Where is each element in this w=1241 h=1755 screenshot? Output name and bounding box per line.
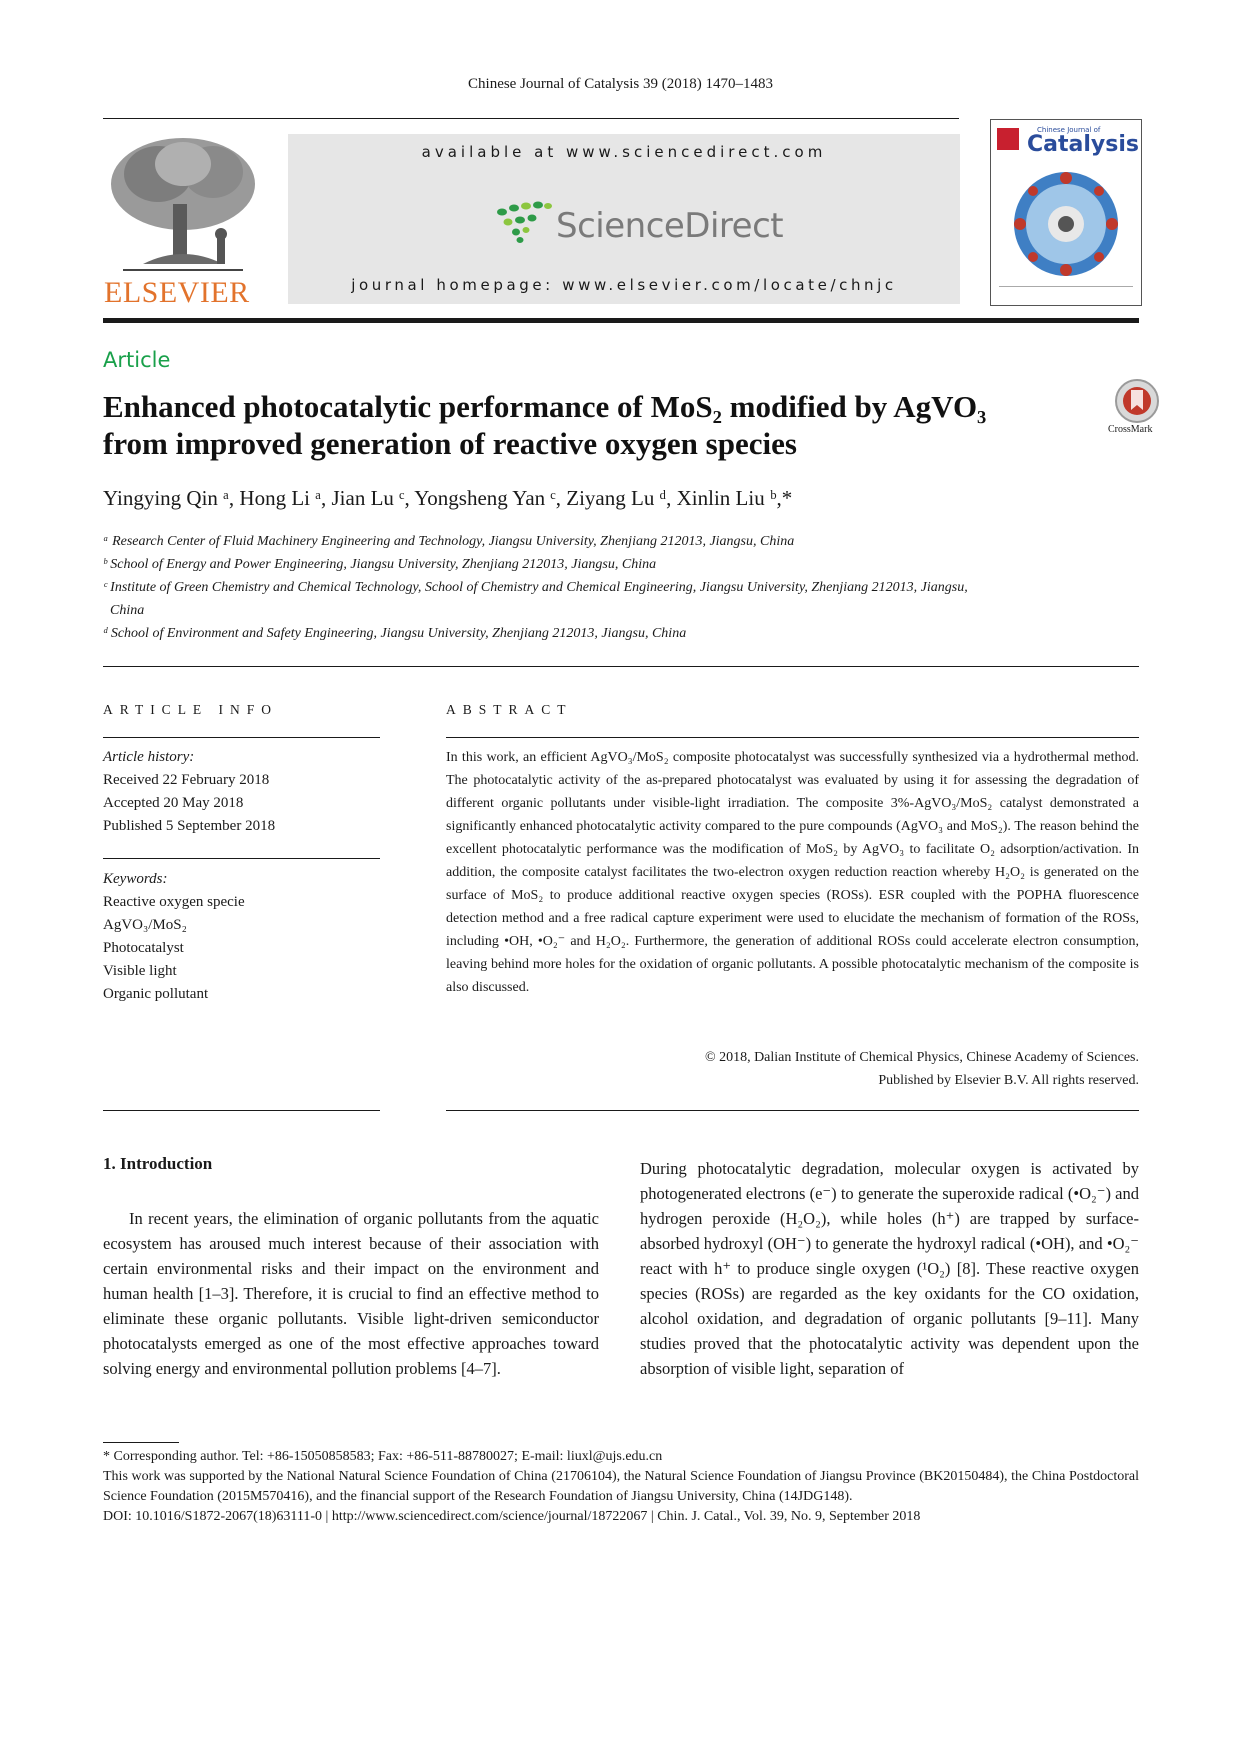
- journal-cover: [990, 119, 1142, 306]
- footnotes: [103, 1447, 1139, 1527]
- article-type-label: Article: [103, 348, 171, 372]
- affiliation-a: ᵃ Research Center of Fluid Machinery Engineering and Technology, Jiangsu University, Zhenjiang 212013, Jiangsu, China: [103, 534, 795, 549]
- introduction-heading: 1. Introduction: [103, 1154, 213, 1173]
- keyword-item: Organic pollutant: [103, 986, 209, 1002]
- keyword-item: Reactive oxygen specie: [103, 894, 245, 910]
- article-info-bottom-rule: [103, 1110, 380, 1111]
- affiliation-bottom-rule: [103, 666, 1139, 667]
- affiliation-b: ᵇ School of Energy and Power Engineering, Jiangsu University, Zhenjiang 212013, Jiangsu, China: [103, 557, 657, 572]
- keywords-rule: [103, 858, 380, 859]
- article-history-label: Article history:: [103, 749, 195, 765]
- abstract-body: In this work, an efficient AgVO₃/MoS₂ composite photocatalyst was successfully synthesized via a hydrothermal method. The photocatalytic activity of the as-prepared photocatalyst was evaluated by using it for assessing the degradation of different organic pollutants under visible-light irradiation. The composite 3%-AgVO₃/MoS₂ catalyst demonstrated a significantly enhanced photocatalytic activity compared to the pure compounds (AgVO₃ and MoS₂). The reason behind the excellent photocatalytic performance was the modification of MoS₂ by AgVO₃ to facilitate O₂ adsorption/activation. In addition, the composite catalyst facilitates the two-electron oxygen reduction reaction whereby H₂O₂ is generated on the surface of MoS₂ to produce additional reactive oxygen species (ROSs). ESR coupled with the POPHA fluorescence detection method and a free radical capture experiment were used to elucidate the mechanism of formation of the ROSs, including •OH, •O₂⁻ and H₂O₂. Furthermore, the generation of additional ROSs could accelerate electron consumption, leaving behind more holes for the oxidation of organic pollutants. A possible photocatalytic mechanism of the composite is also discussed.: [446, 750, 1139, 995]
- corresponding-author-note: * Corresponding author. Tel: +86-15050858583; Fax: +86-511-88780027; E-mail: liuxl@ujs.edu.cn: [103, 1449, 663, 1464]
- elsevier-logo-text: ELSEVIER: [104, 276, 250, 309]
- affiliation-d: ᵈ School of Environment and Safety Engineering, Jiangsu University, Zhenjiang 212013, Jiangsu, China: [103, 626, 687, 641]
- article-title-line-2: from improved generation of reactive oxygen species: [103, 426, 797, 461]
- received-date: Received 22 February 2018: [103, 772, 270, 788]
- elsevier-tree-logo: [103, 134, 263, 274]
- header-top-rule: [103, 118, 959, 119]
- abstract-bottom-rule: [446, 1110, 1139, 1111]
- footnote-rule: [103, 1442, 179, 1443]
- published-date: Published 5 September 2018: [103, 818, 276, 834]
- sciencedirect-dots-icon: [496, 200, 554, 244]
- cover-subtitle: Chinese Journal of: [1037, 126, 1101, 134]
- sciencedirect-logo-text: ScienceDirect: [556, 206, 784, 246]
- abstract-rule: [446, 737, 1139, 738]
- author-list: Yingying Qin ᵃ, Hong Li ᵃ, Jian Lu ᶜ, Yongsheng Yan ᶜ, Ziyang Lu ᵈ, Xinlin Liu ᵇ,*: [103, 486, 793, 510]
- available-at-text: available at www.sciencedirect.com: [421, 143, 827, 161]
- abstract-heading: ABSTRACT: [446, 702, 573, 717]
- doi-line: DOI: 10.1016/S1872-2067(18)63111-0 | http://www.sciencedirect.com/science/journal/18722067 | Chin. J. Catal., Vol. 39, No. 9, September 2018: [103, 1509, 921, 1524]
- keywords-label: Keywords:: [103, 871, 168, 887]
- article-info-heading: ARTICLE INFO: [103, 702, 279, 717]
- keyword-item: Photocatalyst: [103, 940, 184, 956]
- cover-title: Catalysis: [1027, 132, 1139, 157]
- article-title: [103, 388, 1113, 462]
- funding-note: This work was supported by the National Natural Science Foundation of China (21706104), the Natural Science Foundation of Jiangsu Province (BK20150484), the China Postdoctoral Science Foundation (2015M570416), and the financial support of the Research Foundation of Jiangsu University, China (14JDG148).: [103, 1469, 1139, 1504]
- cover-molecule-image: [1001, 164, 1131, 282]
- copyright-line-2: Published by Elsevier B.V. All rights reserved.: [878, 1073, 1139, 1088]
- accepted-date: Accepted 20 May 2018: [103, 795, 244, 811]
- affiliation-c: ᶜ Institute of Green Chemistry and Chemical Technology, School of Chemistry and Chemical Engineering, Jiangsu University, Zhenjiang 212013, Jiangsu,: [103, 580, 968, 595]
- affiliation-c-continued: China: [110, 603, 145, 618]
- introduction-left-column: In recent years, the elimination of organic pollutants from the aquatic ecosystem has aroused much interest because of their association with certain environmental risks and their impact on the environment and human health [1–3]. Therefore, it is crucial to find an effective method to eliminate these organic pollutants. Visible light-driven semiconductor photocatalysts emerged as one of the most effective approaches toward solving energy and environmental pollution problems [4–7].: [103, 1209, 599, 1378]
- article-info-rule: [103, 737, 380, 738]
- crossmark-icon[interactable]: [1114, 378, 1160, 424]
- cover-footer: [999, 286, 1133, 299]
- introduction-right-column: During photocatalytic degradation, molecular oxygen is activated by photogenerated electrons (e⁻) to generate the superoxide radical (•O₂⁻) and hydrogen peroxide (H₂O₂), while holes (h⁺) are trapped by surface-absorbed hydroxyl (OH⁻) to generate the hydroxyl radical (•OH), and •O₂⁻ react with h⁺ to produce single oxygen (¹O₂) [8]. These reactive oxygen species (ROSs) are regarded as the key oxidants for the CO oxidation, alcohol oxidation, and degradation of organic pollutants [9–11]. Many studies proved that the photocatalytic activity was dependent upon the absorption of visible light, separation of: [640, 1159, 1139, 1378]
- journal-citation: Chinese Journal of Catalysis 39 (2018) 1470–1483: [468, 76, 773, 92]
- header-thick-rule: [103, 318, 1139, 323]
- keyword-item: Visible light: [103, 963, 177, 979]
- crossmark-label: CrossMark: [1108, 424, 1153, 435]
- cover-logo-icon: [997, 128, 1019, 150]
- keyword-item: AgVO₃/MoS₂: [103, 917, 187, 933]
- journal-homepage-text: journal homepage: www.elsevier.com/locate/chnjc: [351, 276, 897, 294]
- article-title-line-1: Enhanced photocatalytic performance of MoS₂ modified by AgVO₃: [103, 389, 987, 424]
- copyright-line-1: © 2018, Dalian Institute of Chemical Physics, Chinese Academy of Sciences.: [704, 1050, 1139, 1065]
